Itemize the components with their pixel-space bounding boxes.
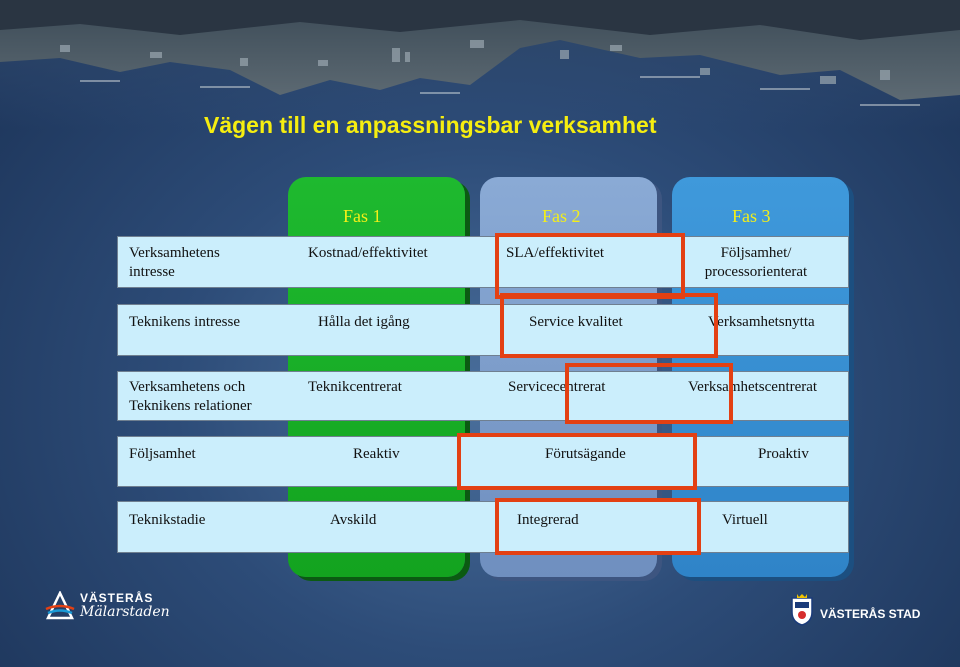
phase-2-cell: Servicecentrerat [508,379,606,395]
phase-1-cell: Kostnad/effektivitet [308,245,428,261]
table-row [117,501,849,553]
coat-of-arms-icon [790,594,814,626]
phase-1-cell: Avskild [330,512,377,528]
phase-1-label: Fas 1 [343,206,382,226]
table-row [117,371,849,421]
phase-3-cell: Proaktiv [758,446,809,462]
highlight-frame [500,293,718,358]
phase-2-cell: Service kvalitet [529,314,623,330]
phase-2-label: Fas 2 [542,206,581,226]
table-row [117,236,849,288]
row-header: Följsamhet [129,446,196,462]
logo-text-top: VÄSTERÅS [80,591,154,605]
row-header: Verksamhetens intresse [129,245,220,280]
logo-text: VÄSTERÅS STAD [820,607,921,621]
highlight-frame [565,363,733,424]
phase-1-cell: Reaktiv [353,446,400,462]
highlight-frame [457,433,697,490]
row-header: Verksamhetens och Teknikens relationer [129,379,252,414]
phase-1-cell: Hålla det igång [318,314,410,330]
highlight-frame [495,233,685,299]
aerial-city-photo [0,0,960,130]
phase-3-cell: Verksamhetsnytta [708,314,815,330]
vasteras-malarstaden-logo [44,588,174,624]
slide-title: Vägen till en anpassningsbar verksamhet [204,112,657,138]
phase-1-cell: Teknikcentrerat [308,379,402,395]
row-header: Teknikstadie [129,512,206,528]
phase-2-cell: Förutsägande [545,446,626,462]
table-row [117,304,849,356]
phase-3-label: Fas 3 [732,206,771,226]
phase-2-cell: Integrerad [517,512,579,528]
phase-3-cell: Virtuell [722,512,768,528]
phase-3-cell: Verksamhetscentrerat [688,379,818,395]
row-header: Teknikens intresse [129,314,241,330]
phase-2-cell: SLA/effektivitet [506,245,605,261]
highlight-frame [495,498,701,555]
logo-sail-icon [44,591,76,621]
vasteras-stad-logo [790,592,920,636]
phase-3-cell: Följsamhet/ processorienterat [704,245,808,280]
logo-text-bottom: Mälarstaden [80,604,170,620]
